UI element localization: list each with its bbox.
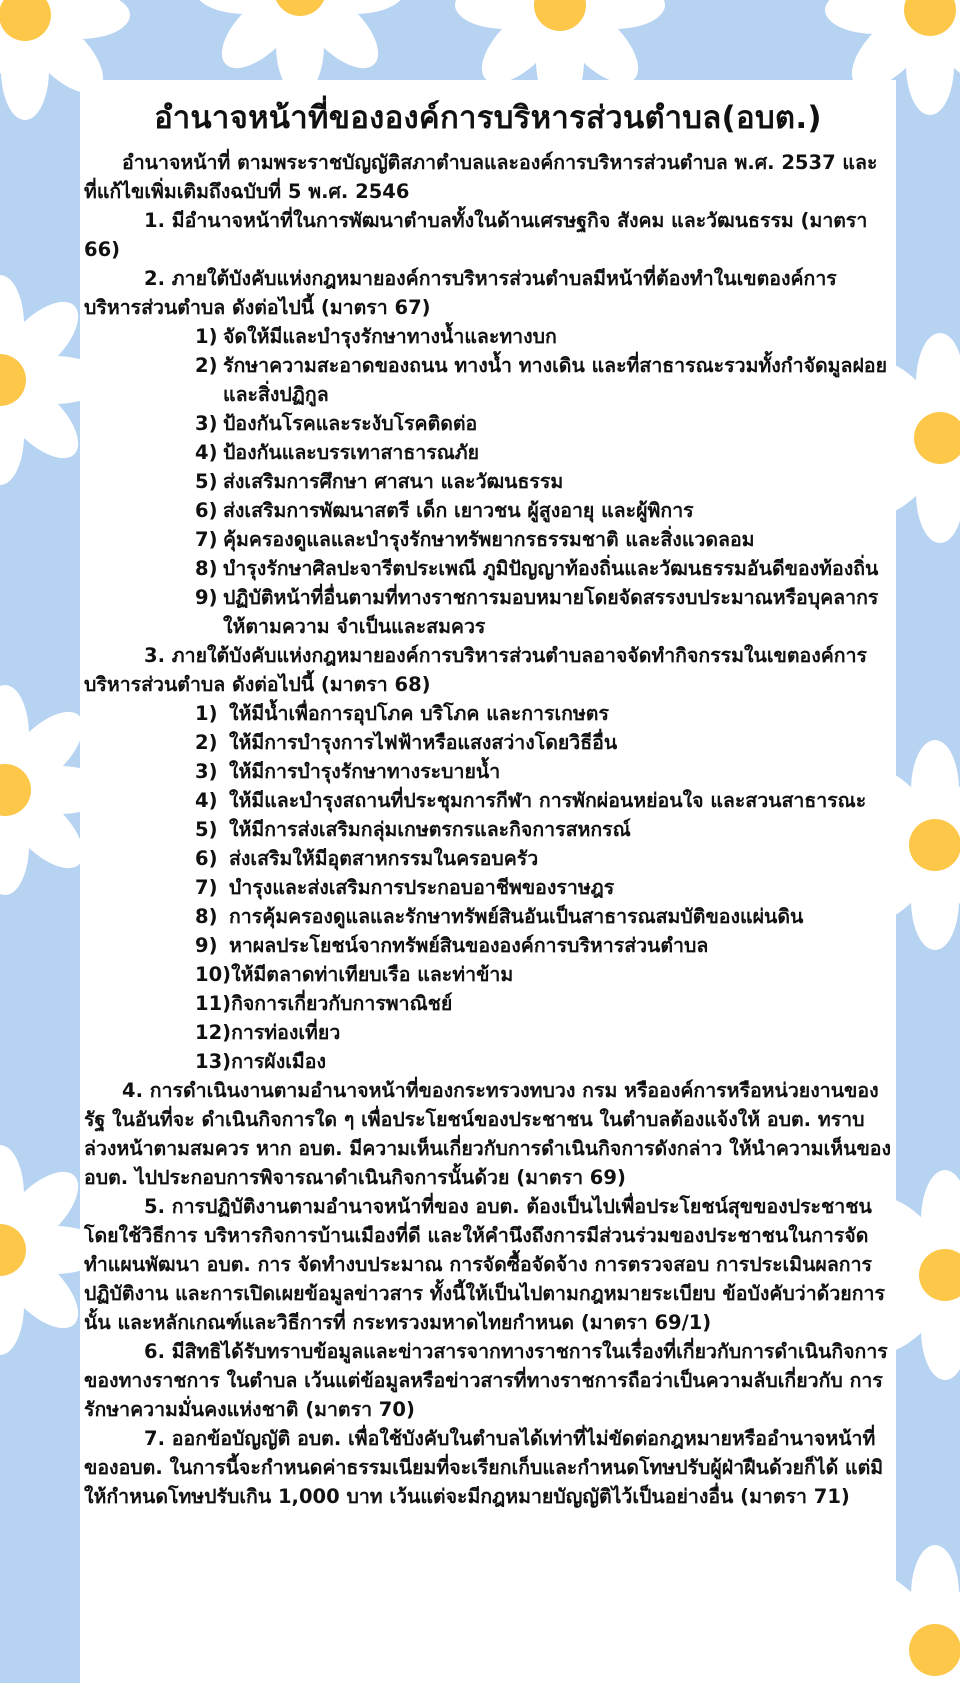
- list-item: 10)ให้มีตลาดท่าเทียบเรือ และท่าข้าม: [195, 963, 514, 986]
- section-3: 3. ภายใต้บังคับแห่งกฎหมายองค์การบริหารส่วนตำบลอาจจัดทำกิจกรรมในเขตองค์การบริหารส่วนตำบล ดังต่อไปนี้ (มาตรา 68): [84, 644, 868, 696]
- list-item: 6) ส่งเสริมให้มีอุตสาหกรรมในครอบครัว: [195, 847, 539, 870]
- list-item: 5) ส่งเสริมการศึกษา ศาสนา และวัฒนธรรม: [195, 470, 564, 493]
- list-item: 9) หาผลประโยชน์จากทรัพย์สินขององค์การบริหารส่วนตำบล: [195, 934, 709, 957]
- list-item: 2) ให้มีการบำรุงการไฟฟ้าหรือแสงสว่างโดยวิธีอื่น: [195, 731, 618, 754]
- document-content: [80, 92, 896, 1511]
- list-item: 5) ให้มีการส่งเสริมกลุ่มเกษตรกรและกิจการสหกรณ์: [195, 818, 631, 841]
- list-item: 12)การท่องเที่ยว: [195, 1021, 341, 1044]
- list-item: 11)กิจการเกี่ยวกับการพาณิชย์: [195, 992, 453, 1015]
- list-item: 3) ป้องกันโรคและระงับโรคติดต่อ: [195, 412, 478, 435]
- list-item: 8) บำรุงรักษาศิลปะจารีตประเพณี ภูมิปัญญาท้องถิ่นและวัฒนธรรมอันดีของท้องถิ่น: [195, 557, 879, 580]
- list-item: 1) จัดให้มีและบำรุงรักษาทางน้ำและทางบก: [195, 325, 557, 348]
- document-title: อำนาจหน้าที่ขององค์การบริหารส่วนตำบล(อบต.): [154, 100, 822, 136]
- section-7: 7. ออกข้อบัญญัติ อบต. เพื่อใช้บังคับในตำบลได้เท่าที่ไม่ขัดต่อกฎหมายหรืออำนาจหน้าที่ของอบต. ในการนี้จะกำหนดค่าธรรมเนียมที่จะเรียกเก็บและกำหนดโทษปรับผู้ฝ่าฝืนด้วยก็ได้ แต่มิให้กำหนดโทษปรับเกิน 1,000 บาท เว้นแต่จะมีกฎหมายบัญญัติไว้เป็นอย่างอื่น (มาตรา 71): [84, 1427, 884, 1508]
- list-item: 2) รักษาความสะอาดของถนน ทางน้ำ ทางเดิน และที่สาธารณะรวมทั้งกำจัดมูลฝอยและสิ่งปฏิกูล: [195, 354, 888, 406]
- list-item: 1) ให้มีน้ำเพื่อการอุปโภค บริโภค และการเกษตร: [195, 702, 609, 725]
- section-1: 1. มีอำนาจหน้าที่ในการพัฒนาตำบลทั้งในด้านเศรษฐกิจ สังคม และวัฒนธรรม (มาตรา 66): [84, 209, 868, 261]
- section-4: 4. การดำเนินงานตามอำนาจหน้าที่ของกระทรวงทบวง กรม หรือองค์การหรือหน่วยงานของรัฐ ในอันที่จะ ดำเนินกิจการใด ๆ เพื่อประโยชน์ของประชาชน ในตำบลต้องแจ้งให้ อบต. ทราบล่วงหน้าตามสมควร หาก อบต. มีความเห็นเกี่ยวกับการดำเนินกิจการดังกล่าว ให้นำความเห็นของ อบต. ไปประกอบการพิจารณาดำเนินกิจการนั้นด้วย (มาตรา 69): [84, 1079, 892, 1189]
- section-2: 2. ภายใต้บังคับแห่งกฎหมายองค์การบริหารส่วนตำบลมีหน้าที่ต้องทำในเขตองค์การบริหารส่วนตำบล ดังต่อไปนี้ (มาตรา 67): [84, 267, 837, 319]
- list-item: 7) คุ้มครองดูแลและบำรุงรักษาทรัพยากรธรรมชาติ และสิ่งแวดลอม: [195, 528, 755, 551]
- list-item: 9) ปฏิบัติหน้าที่อื่นตามที่ทางราชการมอบหมายโดยจัดสรรงบประมาณหรือบุคลากร ให้ตามความ จำเป็นและสมควร: [195, 586, 879, 638]
- section-6: 6. มีสิทธิได้รับทราบข้อมูลและข่าวสารจากทางราชการในเรื่องที่เกี่ยวกับการดำเนินกิจการ ของทางราชการ ในตำบล เว้นแต่ข้อมูลหรือข่าวสารที่ทางราชการถือว่าเป็นความลับเกี่ยวกับ การรักษาความมั่นคงแห่งชาติ (มาตรา 70): [84, 1340, 888, 1421]
- list-item: 4) ป้องกันและบรรเทาสาธารณภัย: [195, 441, 480, 464]
- list-item: 8) การคุ้มครองดูแลและรักษาทรัพย์สินอันเป็นสาธารณสมบัติของแผ่นดิน: [195, 905, 804, 928]
- intro-paragraph: อำนาจหน้าที่ ตามพระราชบัญญัติสภาตำบลและองค์การบริหารส่วนตำบล พ.ศ. 2537 และ ที่แก้ไขเพิ่มเติมถึงฉบับที่ 5 พ.ศ. 2546: [84, 151, 878, 203]
- section-2-list: [80, 322, 896, 641]
- list-item: 13)การผังเมือง: [195, 1050, 326, 1073]
- list-item: 6) ส่งเสริมการพัฒนาสตรี เด็ก เยาวชน ผู้สูงอายุ และผู้พิการ: [195, 499, 694, 522]
- section-5: 5. การปฏิบัติงานตามอำนาจหน้าที่ของ อบต. ต้องเป็นไปเพื่อประโยชน์สุขของประชาชน โดยใช้วิธีการ บริหารกิจการบ้านเมืองที่ดี และให้คำนึงถึงการมีส่วนร่วมของประชาชนในการจัดทำแผนพัฒนา อบต. การ จัดทำงบประมาณ การจัดซื้อจัดจ้าง การตรวจสอบ การประเมินผลการปฏิบัติงาน และการเปิดเผยข้อมูลข่าวสาร ทั้งนี้ให้เป็นไปตามกฎหมายระเบียบ ข้อบังคับว่าด้วยการนั้น และหลักเกณฑ์และวิธีการที่ กระทรวงมหาดไทยกำหนด (มาตรา 69/1): [84, 1195, 885, 1334]
- section-3-list: [80, 699, 896, 1076]
- list-item: 3) ให้มีการบำรุงรักษาทางระบายน้ำ: [195, 760, 501, 783]
- list-item: 4) ให้มีและบำรุงสถานที่ประชุมการกีฬา การพักผ่อนหย่อนใจ และสวนสาธารณะ: [195, 789, 867, 812]
- list-item: 7) บำรุงและส่งเสริมการประกอบอาชีพของราษฎร: [195, 876, 615, 899]
